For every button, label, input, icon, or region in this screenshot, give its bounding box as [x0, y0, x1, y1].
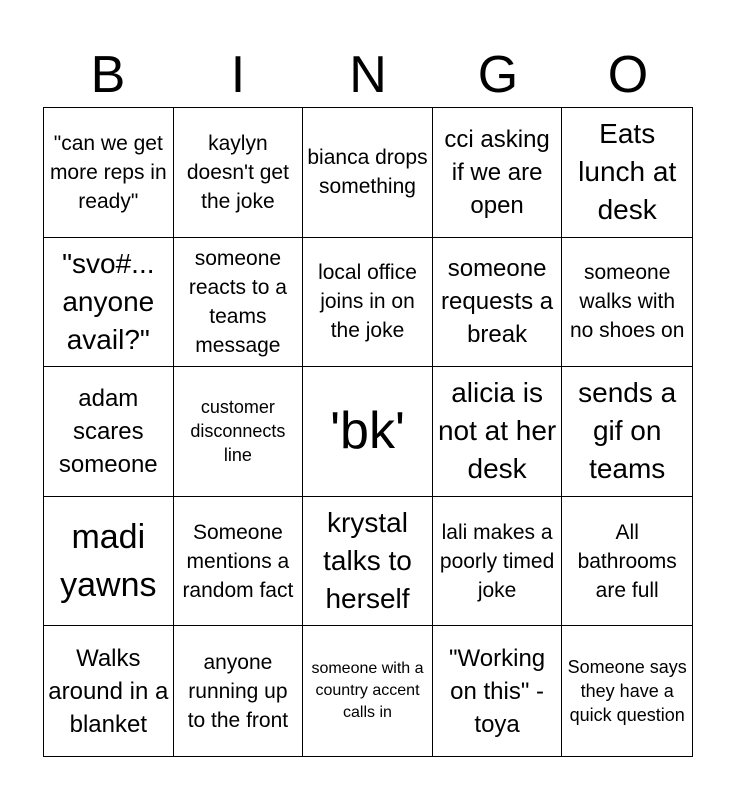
cell-text: customer disconnects line: [190, 397, 286, 466]
cell-text: "can we get more reps in ready": [49, 131, 167, 213]
bingo-cell-r5c4[interactable]: [433, 626, 563, 756]
cell-text: Eats lunch at desk: [578, 118, 677, 226]
cell-text: Walks around in a blanket: [48, 644, 169, 738]
bingo-board: [43, 107, 693, 757]
cell-text: 'bk': [330, 402, 405, 461]
cell-text: krystal talks to herself: [323, 507, 412, 615]
bingo-cell-r4c3[interactable]: [303, 497, 433, 627]
bingo-cell-r1c5[interactable]: [562, 108, 692, 238]
bingo-cell-r1c4[interactable]: [433, 108, 563, 238]
cell-text: madi yawns: [60, 518, 157, 605]
cell-text: cci asking if we are open: [444, 125, 550, 219]
bingo-cell-r2c3[interactable]: [303, 238, 433, 368]
bingo-cell-r4c4[interactable]: [433, 497, 563, 627]
cell-text: "svo#... anyone avail?": [62, 247, 155, 355]
header-letter-n: N: [349, 46, 387, 104]
bingo-header: [43, 44, 693, 106]
cell-text: Someone says they have a quick question: [567, 657, 687, 726]
header-letter-g: G: [477, 46, 519, 104]
header-letter-o: O: [607, 46, 649, 104]
cell-text: anyone running up to the front: [187, 650, 289, 732]
bingo-cell-r3c1[interactable]: [44, 367, 174, 497]
header-letter-b: B: [90, 46, 126, 104]
cell-text: sends a gif on teams: [578, 377, 677, 485]
header-letter-i: I: [230, 46, 246, 104]
bingo-cell-r5c3[interactable]: [303, 626, 433, 756]
bingo-cell-r5c1[interactable]: [44, 626, 174, 756]
bingo-cell-r3c2[interactable]: [174, 367, 304, 497]
bingo-cell-r2c4[interactable]: [433, 238, 563, 368]
cell-text: someone walks with no shoes on: [569, 261, 685, 343]
bingo-cell-free[interactable]: [303, 367, 433, 497]
bingo-cell-r4c1[interactable]: [44, 497, 174, 627]
cell-text: adam scares someone: [58, 384, 158, 478]
cell-text: All bathrooms are full: [577, 520, 677, 602]
bingo-cell-r5c2[interactable]: [174, 626, 304, 756]
bingo-cell-r4c2[interactable]: [174, 497, 304, 627]
cell-text: lali makes a poorly timed joke: [439, 520, 555, 602]
cell-text: bianca drops something: [307, 146, 428, 199]
cell-text: alicia is not at her desk: [437, 377, 557, 485]
bingo-cell-r1c3[interactable]: [303, 108, 433, 238]
cell-text: someone with a country accent calls in: [311, 660, 424, 722]
bingo-cell-r4c5[interactable]: [562, 497, 692, 627]
bingo-cell-r3c5[interactable]: [562, 367, 692, 497]
bingo-cell-r1c1[interactable]: [44, 108, 174, 238]
cell-text: "Working on this" -toya: [449, 644, 546, 738]
cell-text: someone requests a break: [441, 255, 554, 349]
cell-text: someone reacts to a teams message: [188, 246, 287, 357]
bingo-cell-r5c5[interactable]: [562, 626, 692, 756]
bingo-cell-r2c1[interactable]: [44, 238, 174, 368]
cell-text: Someone mentions a random fact: [182, 520, 294, 602]
cell-text: kaylyn doesn't get the joke: [186, 131, 289, 213]
bingo-cell-r2c5[interactable]: [562, 238, 692, 368]
cell-text: local office joins in on the joke: [318, 261, 417, 343]
bingo-cell-r1c2[interactable]: [174, 108, 304, 238]
bingo-cell-r2c2[interactable]: [174, 238, 304, 368]
bingo-cell-r3c4[interactable]: [433, 367, 563, 497]
